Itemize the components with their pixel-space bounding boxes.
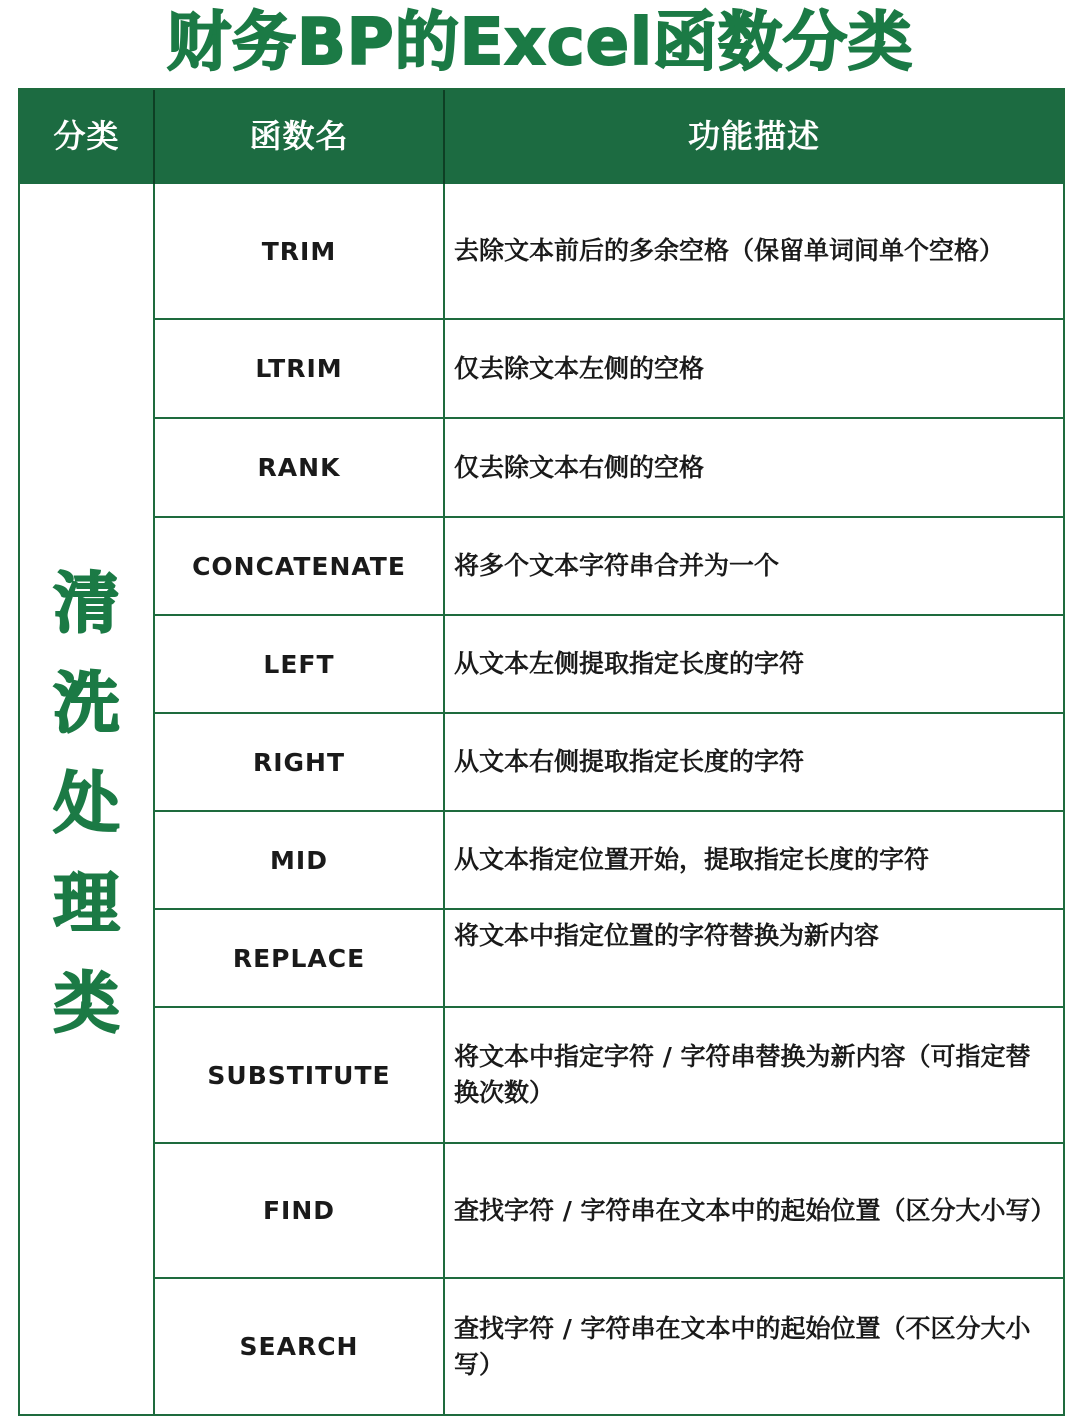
- header-description: 功能描述: [687, 117, 820, 155]
- category-cell: [20, 184, 155, 1414]
- function-description: 去除文本前后的多余空格（保留单词间单个空格）: [454, 236, 1005, 265]
- function-name: CONCATENATE: [155, 518, 445, 614]
- table-row: [155, 518, 1063, 616]
- table-row: [155, 1279, 1063, 1414]
- function-description: 查找字符 / 字符串在文本中的起始位置（不区分大小写）: [454, 1313, 1031, 1379]
- table-row: [155, 419, 1063, 518]
- table-header: [20, 90, 1063, 184]
- function-name: REPLACE: [155, 910, 445, 1006]
- function-name: SUBSTITUTE: [155, 1008, 445, 1142]
- function-name: RIGHT: [155, 714, 445, 810]
- function-name: LTRIM: [155, 320, 445, 417]
- function-name: LEFT: [155, 616, 445, 712]
- function-description: 将文本中指定位置的字符替换为新内容: [454, 921, 880, 950]
- function-description: 查找字符 / 字符串在文本中的起始位置（区分大小写）: [454, 1195, 1056, 1225]
- function-description: 将文本中指定字符 / 字符串替换为新内容（可指定替换次数）: [454, 1042, 1031, 1107]
- table-row: [155, 184, 1063, 320]
- table-row: [155, 714, 1063, 812]
- table-row: [155, 320, 1063, 419]
- table-row: [155, 812, 1063, 910]
- table-row: [155, 1144, 1063, 1279]
- function-name: RANK: [155, 419, 445, 516]
- function-name: TRIM: [155, 184, 445, 318]
- function-table: [18, 88, 1065, 1416]
- table-row: [155, 1008, 1063, 1144]
- table-row: [155, 910, 1063, 1008]
- category-label: 清洗处理类: [53, 565, 120, 1042]
- function-name: SEARCH: [155, 1279, 445, 1414]
- function-description: 仅去除文本左侧的空格: [454, 353, 705, 383]
- function-description: 将多个文本字符串合并为一个: [454, 551, 780, 580]
- function-description: 从文本右侧提取指定长度的字符: [454, 747, 805, 776]
- function-description: 从文本左侧提取指定长度的字符: [454, 649, 805, 678]
- function-name: MID: [155, 812, 445, 908]
- function-name: FIND: [155, 1144, 445, 1277]
- header-category: 分类: [20, 90, 155, 184]
- header-function-name: 函数名: [155, 90, 445, 184]
- table-row: [155, 616, 1063, 714]
- function-description: 仅去除文本右侧的空格: [454, 452, 705, 482]
- page-title: 财务BP的Excel函数分类: [167, 6, 913, 80]
- function-description: 从文本指定位置开始，提取指定长度的字符: [454, 845, 930, 874]
